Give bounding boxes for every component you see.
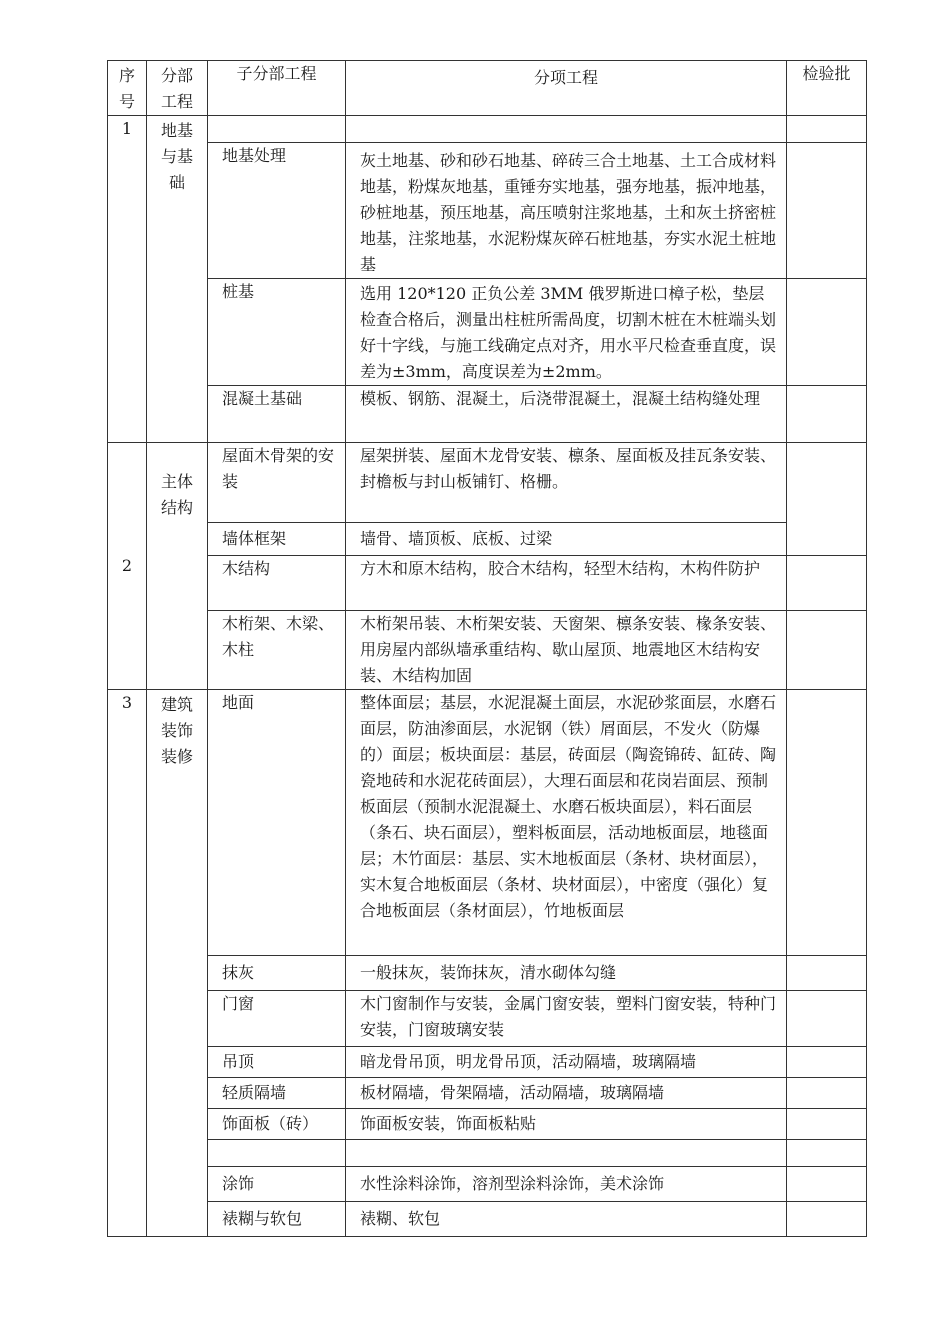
items-cell: 木门窗制作与安装，金属门窗安装，塑料门窗安装，特种门安装，门窗玻璃安装 xyxy=(346,991,787,1047)
subdivision-cell: 抹灰 xyxy=(208,956,346,991)
items-cell: 裱糊、软包 xyxy=(346,1202,787,1237)
header-row xyxy=(108,61,867,116)
header-batch: 检验批 xyxy=(787,61,867,116)
items-cell: 屋架拼装、屋面木龙骨安装、檩条、屋面板及挂瓦条安装、封檐板与封山板铺钉、格栅。 xyxy=(346,443,787,523)
section-no: 2 xyxy=(108,443,147,690)
table-row xyxy=(108,690,867,956)
table-row xyxy=(108,956,867,991)
header-items: 分项工程 xyxy=(346,61,787,116)
table-row xyxy=(108,279,867,386)
subdivision-cell: 门窗 xyxy=(208,991,346,1047)
subdivision-cell: 地面 xyxy=(208,690,346,956)
items-cell: 暗龙骨吊顶，明龙骨吊顶，活动隔墙，玻璃隔墙 xyxy=(346,1047,787,1078)
table-row xyxy=(108,443,867,523)
table-row xyxy=(108,1047,867,1078)
subdivision-cell: 桩基 xyxy=(208,279,346,386)
batch-cell xyxy=(787,556,867,611)
items-cell: 板材隔墙，骨架隔墙，活动隔墙，玻璃隔墙 xyxy=(346,1078,787,1109)
batch-cell xyxy=(787,1202,867,1237)
subdivision-cell xyxy=(208,1140,346,1167)
table-row xyxy=(108,1167,867,1202)
batch-cell xyxy=(787,956,867,991)
subdivision-cell: 屋面木骨架的安装 xyxy=(208,443,346,523)
subdivision-cell xyxy=(208,116,346,143)
header-subdivision: 子分部工程 xyxy=(208,61,346,116)
section-no: 3 xyxy=(108,690,147,1237)
table-row xyxy=(108,611,867,690)
header-no: 序号 xyxy=(108,61,147,116)
items-cell: 水性涂料涂饰，溶剂型涂料涂饰，美术涂饰 xyxy=(346,1167,787,1202)
construction-division-table xyxy=(107,60,867,1237)
subdivision-cell: 吊顶 xyxy=(208,1047,346,1078)
subdivision-cell: 木桁架、木梁、木柱 xyxy=(208,611,346,690)
division-name: 主体结构 xyxy=(147,443,208,690)
batch-cell xyxy=(787,443,867,556)
batch-cell xyxy=(787,611,867,690)
table-row xyxy=(108,1140,867,1167)
batch-cell xyxy=(787,386,867,443)
items-cell: 饰面板安装，饰面板粘贴 xyxy=(346,1109,787,1140)
table-row xyxy=(108,116,867,143)
table-row xyxy=(108,991,867,1047)
batch-cell xyxy=(787,1047,867,1078)
subdivision-cell: 地基处理 xyxy=(208,143,346,279)
section-no: 1 xyxy=(108,116,147,443)
batch-cell xyxy=(787,143,867,279)
table-row xyxy=(108,556,867,611)
batch-cell xyxy=(787,279,867,386)
items-cell xyxy=(346,116,787,143)
items-cell: 模板、钢筋、混凝土，后浇带混凝土，混凝土结构缝处理 xyxy=(346,386,787,443)
subdivision-cell: 轻质隔墙 xyxy=(208,1078,346,1109)
subdivision-cell: 裱糊与软包 xyxy=(208,1202,346,1237)
subdivision-cell: 饰面板（砖） xyxy=(208,1109,346,1140)
header-division: 分部工程 xyxy=(147,61,208,116)
subdivision-cell: 木结构 xyxy=(208,556,346,611)
items-cell: 方木和原木结构，胶合木结构，轻型木结构，木构件防护 xyxy=(346,556,787,611)
table-row xyxy=(108,1109,867,1140)
batch-cell xyxy=(787,1167,867,1202)
table-row xyxy=(108,1202,867,1237)
items-cell: 选用 120*120 正负公差 3MM 俄罗斯进口樟子松，垫层检查合格后，测量出柱桩所需咼度，切割木桩在木桩端头划好十字线，与施工线确定点对齐，用水平尺检查垂直度，误差为±3mm，高度误差为±2mm。 xyxy=(346,279,787,386)
items-cell: 一般抹灰，装饰抹灰，清水砌体勾缝 xyxy=(346,956,787,991)
batch-cell xyxy=(787,116,867,143)
batch-cell xyxy=(787,991,867,1047)
items-cell xyxy=(346,1140,787,1167)
table-row xyxy=(108,523,867,556)
items-cell: 整体面层；基层，水泥混凝土面层，水泥砂浆面层，水磨石面层，防油渗面层，水泥钢（铁）屑面层，不发火（防爆的）面层；板块面层：基层，砖面层（陶瓷锦砖、缸砖、陶瓷地砖和水泥花砖面层），大理石面层和花岗岩面层、预制板面层（预制水泥混凝土、水磨石板块面层），料石面层（条石、块石面层），塑料板面层，活动地板面层，地毯面层；木竹面层：基层、实木地板面层（条材、块材面层），实木复合地板面层（条材、块材面层），中密度（强化）复合地板面层（条材面层），竹地板面层 xyxy=(346,690,787,956)
batch-cell xyxy=(787,1140,867,1167)
division-name: 地基与基础 xyxy=(147,116,208,443)
items-cell: 墙骨、墙顶板、底板、过梁 xyxy=(346,523,787,556)
subdivision-cell: 墙体框架 xyxy=(208,523,346,556)
table-row xyxy=(108,1078,867,1109)
batch-cell xyxy=(787,1078,867,1109)
batch-cell xyxy=(787,1109,867,1140)
division-name: 建筑装饰装修 xyxy=(147,690,208,1237)
table-row xyxy=(108,143,867,279)
table-row xyxy=(108,386,867,443)
items-cell: 灰土地基、砂和砂石地基、碎砖三合土地基、土工合成材料地基，粉煤灰地基，重锤夯实地基，强夯地基，振冲地基，砂桩地基，预压地基，高压喷射注浆地基，土和灰土挤密桩地基，注浆地基，水泥粉煤灰碎石桩地基，夯实水泥土桩地基 xyxy=(346,143,787,279)
batch-cell xyxy=(787,690,867,956)
subdivision-cell: 涂饰 xyxy=(208,1167,346,1202)
subdivision-cell: 混凝土基础 xyxy=(208,386,346,443)
items-cell: 木桁架吊装、木桁架安装、天窗架、檩条安装、椽条安装、用房屋内部纵墙承重结构、歇山屋顶、地震地区木结构安装、木结构加固 xyxy=(346,611,787,690)
